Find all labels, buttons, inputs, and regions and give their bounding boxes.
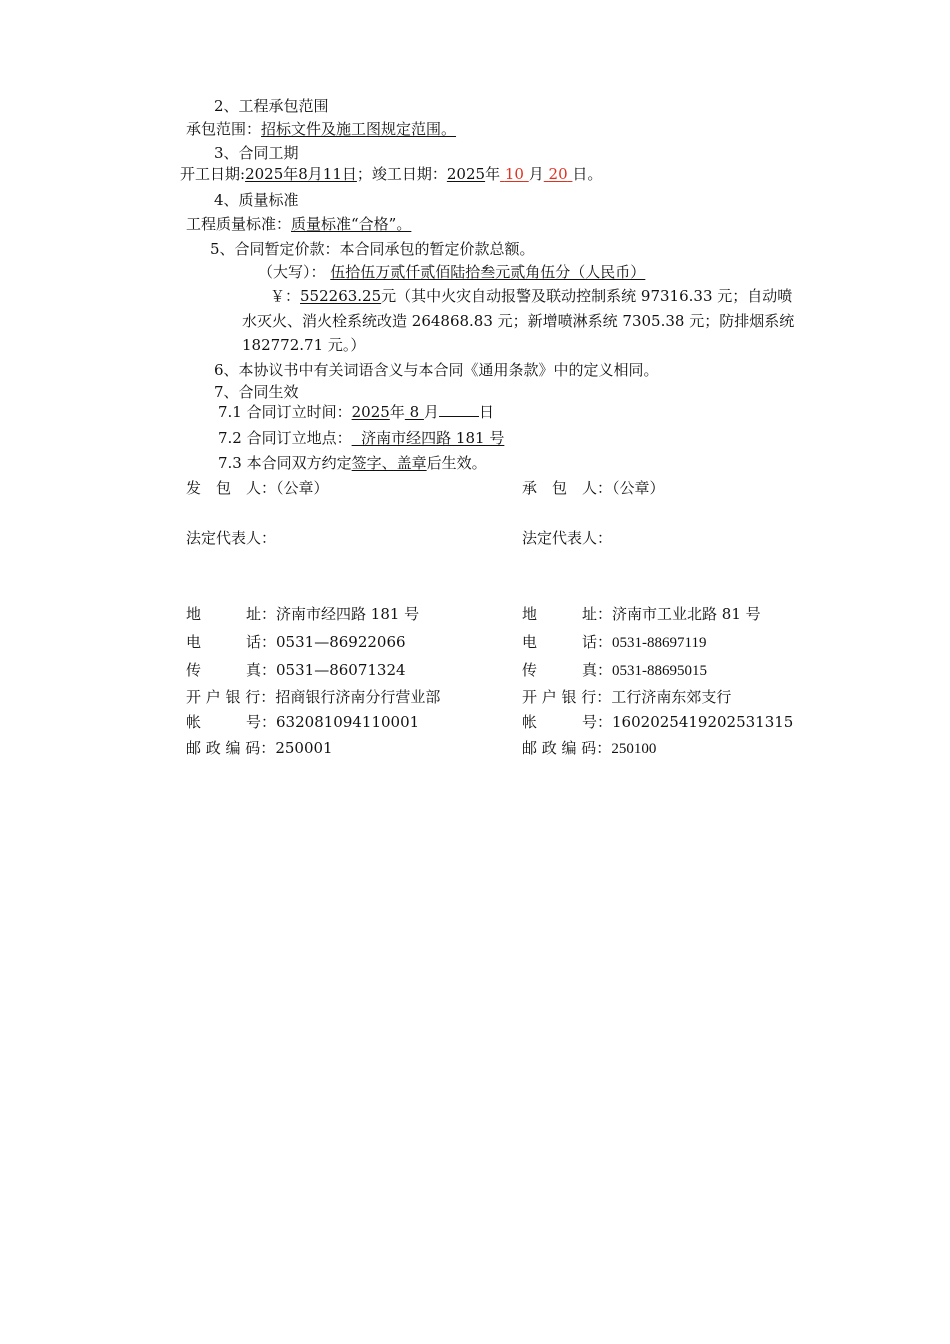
amount-words-value: 伍拾伍万贰仟贰佰陆拾叁元贰角伍分（人民币） [330,263,646,281]
party-a-phone: 电 话：0531—86922066 [186,633,406,651]
party-b-address: 地 址：济南市工业北路 81 号 [522,605,761,623]
quality-line [186,214,411,234]
sign-time-yue: 月 [423,403,439,421]
party-a-title: 发 包 人：（公章） [186,479,329,497]
address-row [186,604,826,626]
quality-value: 质量标准“合格”。 [291,215,412,233]
end-date-label: ；竣工日期： [356,165,447,183]
party-a-legal-rep: 法定代表人： [186,529,277,547]
sign-time-month: 8 [404,403,424,421]
amount-figure-line [270,286,792,306]
phone-row [186,632,826,654]
end-date-year: 2025 [446,165,486,183]
party-b-legal-rep: 法定代表人： [522,529,613,547]
party-a-bank: 开 户 银 行：招商银行济南分行营业部 [186,688,441,706]
party-b-postcode: 邮 政 编 码：250100 [522,739,657,757]
party-title-row [186,478,826,500]
end-date-ri: 日。 [572,165,603,183]
sign-time-label: 7.1 合同订立时间： [218,403,352,421]
bank-row [186,687,826,709]
sign-time-line [218,402,494,422]
section-4-heading: 4、质量标准 [214,191,299,209]
scope-label: 承包范围： [186,120,262,138]
party-b-account: 帐 号：1602025419202531315 [522,713,794,731]
party-b-fax: 传 真：0531-88695015 [522,661,708,679]
sign-place-line [218,428,504,448]
amount-words-label: （大写）： [258,263,326,281]
account-row [186,712,826,734]
effect-line [218,453,487,473]
sign-time-nian: 年 [389,403,405,421]
amount-figure-label: ￥： [270,287,301,305]
section-3-heading: 3、合同工期 [214,144,299,162]
party-a-fax: 传 真：0531—86071324 [186,661,406,679]
party-a-account: 帐 号：632081094110001 [186,713,420,731]
end-date-month: 10 [504,165,524,183]
legal-rep-row [186,528,826,550]
schedule-line [180,164,602,184]
party-b-phone: 电 话：0531-88697119 [522,633,707,651]
postcode-row [186,738,826,760]
amount-words-line [258,262,645,282]
sign-time-year: 2025 [351,403,390,421]
party-a-postcode: 邮 政 编 码：250001 [186,739,333,757]
effect-suffix: 后生效。 [426,454,487,472]
scope-line [186,119,456,139]
start-date-value: 2025年8月11日 [245,165,357,183]
party-b-bank: 开 户 银 行：工行济南东郊支行 [522,688,732,706]
party-a-address: 地 址：济南市经四路 181 号 [186,605,420,623]
section-2-heading: 2、工程承包范围 [214,97,329,115]
sign-place-label: 7.2 合同订立地点： [218,429,352,447]
section-6-text: 6、本协议书中有关词语含义与本合同《通用条款》中的定义相同。 [214,361,659,379]
end-date-yue: 月 [528,165,544,183]
party-b-title: 承 包 人：（公章） [522,479,665,497]
end-date-day: 20 [548,165,568,183]
sign-time-ri: 日 [478,403,494,421]
quality-label: 工程质量标准： [186,215,292,233]
effect-prefix: 7.3 本合同双方约定 [218,454,352,472]
start-date-label: 开工日期: [180,165,246,183]
section-7-heading: 7、合同生效 [214,383,299,401]
section-5-heading: 5、合同暂定价款：本合同承包的暂定价款总额。 [210,240,535,258]
amount-detail-3: 182772.71 元。） [242,336,366,354]
end-date-nian: 年 [485,165,501,183]
sign-place-value: 济南市经四路 181 号 [351,429,505,447]
amount-detail-1: 元（其中火灾自动报警及联动控制系统 97316.33 元；自动喷 [381,287,793,305]
scope-value: 招标文件及施工图规定范围。 [261,120,457,138]
amount-detail-2: 水灭火、消火栓系统改造 264868.83 元；新增喷淋系统 7305.38 元；防排烟系统 [242,312,795,330]
effect-underlined: 签字、盖章 [351,454,427,472]
amount-figure-value: 552263.25 [300,287,382,305]
fax-row [186,660,826,682]
sign-time-day-blank [439,402,479,417]
